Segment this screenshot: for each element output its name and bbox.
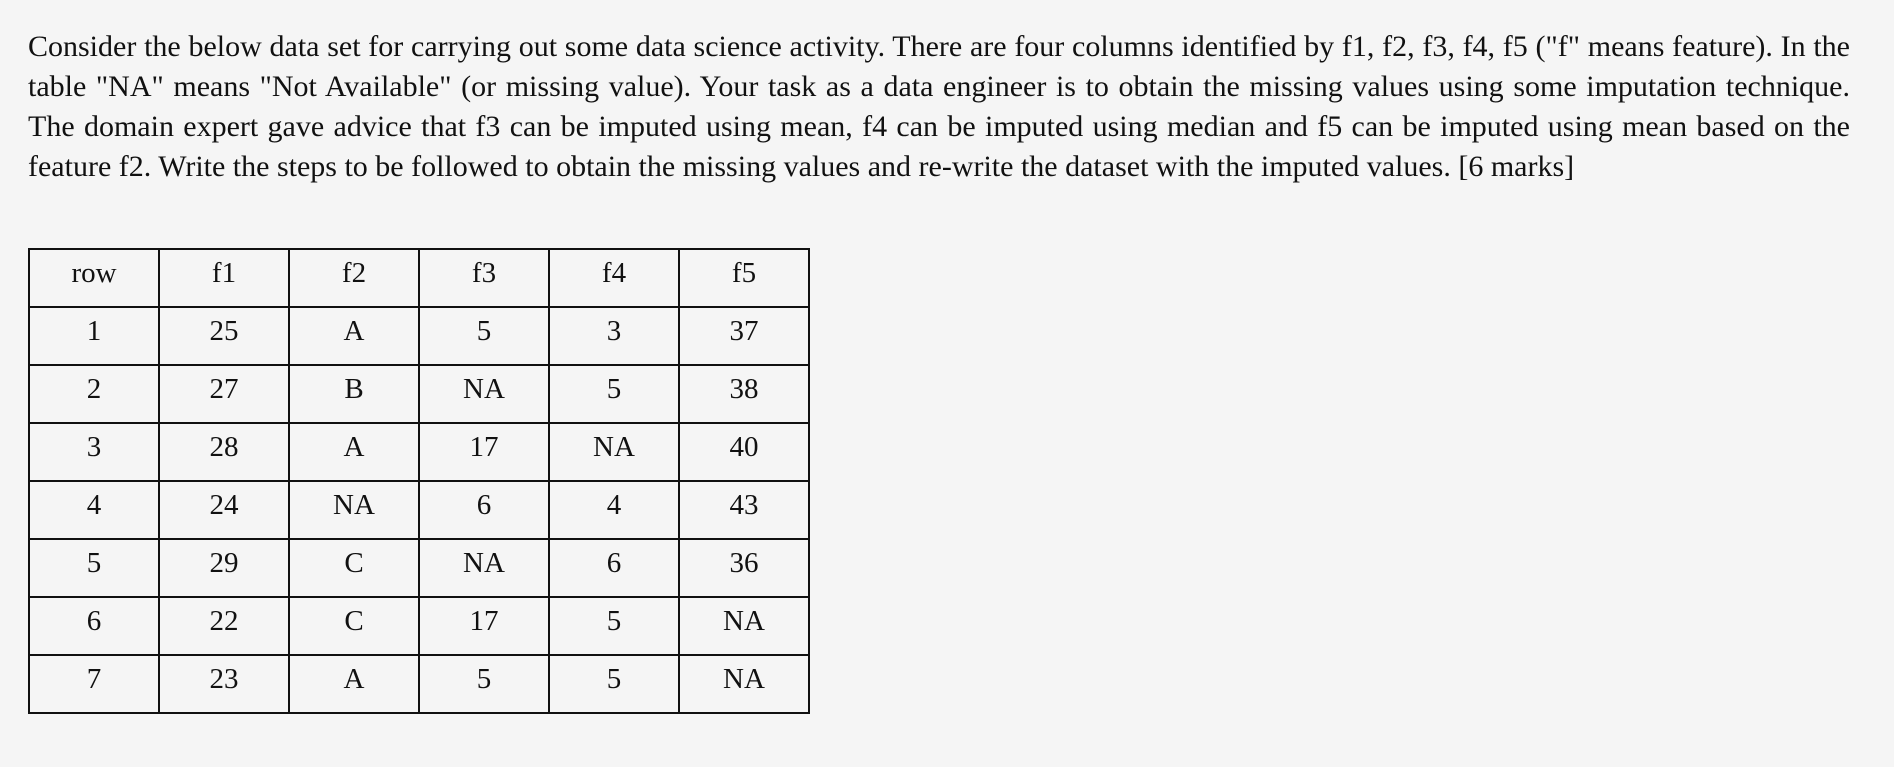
table-header-cell: f2 (289, 249, 419, 307)
table-cell: 5 (29, 539, 159, 597)
table-cell: C (289, 597, 419, 655)
table-cell: 5 (549, 655, 679, 713)
table-cell: NA (679, 655, 809, 713)
table-cell: 24 (159, 481, 289, 539)
table-header-cell: f5 (679, 249, 809, 307)
question-text: Consider the below data set for carrying out some data science activity. There are four columns identified by f1, f2, f3, f4, f5 ("f" means feature). In the table "NA" means "Not Available" (or missing value). Your task as a data engineer is to obtain the missing values using some imputation technique. The domain expert gave advice that f3 can be imputed using mean, f4 can be imputed using median and f5 can be imputed using mean based on the feature f2. Write the steps to be followed to obtain the missing values and re-write the dataset with the imputed values. [6 marks] (28, 30, 1850, 183)
table-cell: NA (549, 423, 679, 481)
table-cell: 28 (159, 423, 289, 481)
table-row (29, 597, 809, 655)
table-header-cell: f1 (159, 249, 289, 307)
data-table (28, 248, 810, 714)
table-header-row (29, 249, 809, 307)
table-cell: 1 (29, 307, 159, 365)
table-cell: NA (679, 597, 809, 655)
table-row (29, 423, 809, 481)
table-cell: A (289, 307, 419, 365)
table-cell: 22 (159, 597, 289, 655)
table-cell: 2 (29, 365, 159, 423)
table-cell: 25 (159, 307, 289, 365)
table-cell: A (289, 655, 419, 713)
table-cell: 17 (419, 423, 549, 481)
table-cell: A (289, 423, 419, 481)
table-header-cell: row (29, 249, 159, 307)
table-cell: 17 (419, 597, 549, 655)
table-cell: 37 (679, 307, 809, 365)
table-cell: 23 (159, 655, 289, 713)
table-cell: 43 (679, 481, 809, 539)
table-row (29, 365, 809, 423)
table-cell: 36 (679, 539, 809, 597)
table-cell: 4 (29, 481, 159, 539)
table-cell: 38 (679, 365, 809, 423)
table-cell: 6 (29, 597, 159, 655)
table-cell: NA (289, 481, 419, 539)
table-cell: 6 (419, 481, 549, 539)
table-row (29, 481, 809, 539)
table-header-cell: f4 (549, 249, 679, 307)
table-cell: 5 (419, 307, 549, 365)
table-cell: NA (419, 365, 549, 423)
table-cell: 3 (29, 423, 159, 481)
table-cell: 40 (679, 423, 809, 481)
table-row (29, 539, 809, 597)
table-row (29, 655, 809, 713)
table-cell: 5 (549, 365, 679, 423)
table-cell: C (289, 539, 419, 597)
table-cell: NA (419, 539, 549, 597)
table-cell: 3 (549, 307, 679, 365)
table-header-cell: f3 (419, 249, 549, 307)
table-cell: 27 (159, 365, 289, 423)
table-cell: 7 (29, 655, 159, 713)
table-cell: B (289, 365, 419, 423)
table-row (29, 307, 809, 365)
table-cell: 5 (549, 597, 679, 655)
table-cell: 29 (159, 539, 289, 597)
table-cell: 4 (549, 481, 679, 539)
table-cell: 5 (419, 655, 549, 713)
table-cell: 6 (549, 539, 679, 597)
